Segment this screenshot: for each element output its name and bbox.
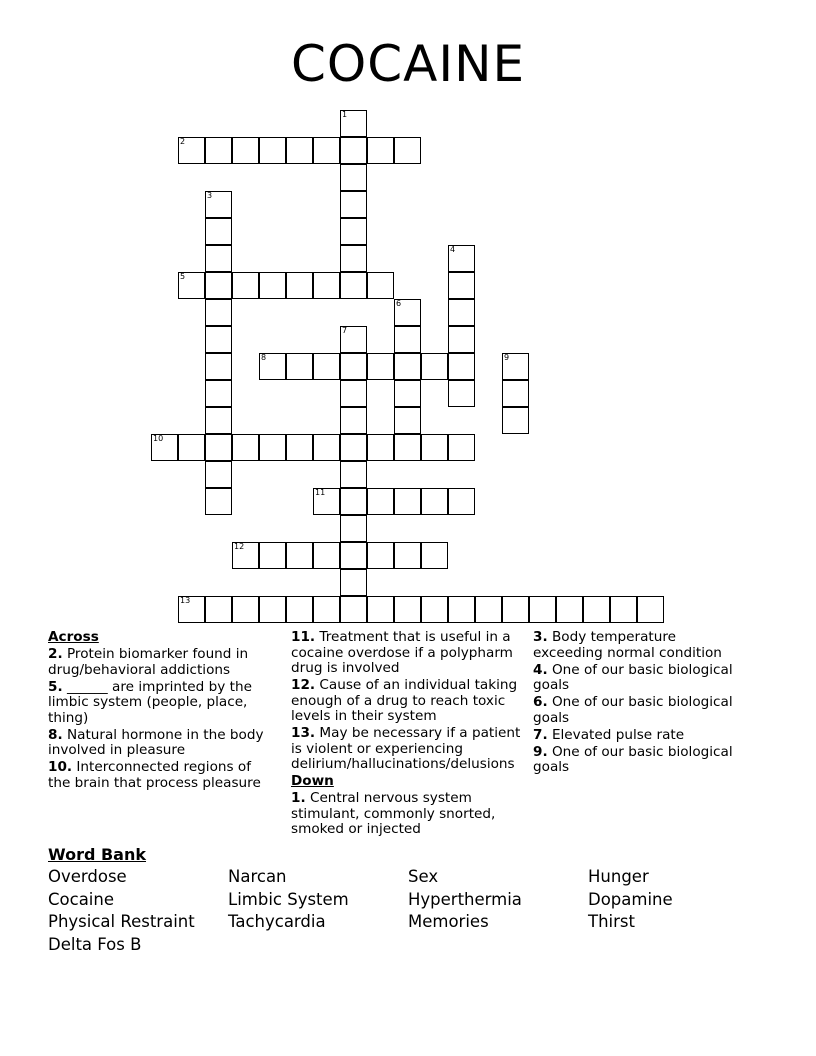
down-heading: Down [291,773,334,789]
crossword-cell[interactable] [205,380,232,407]
crossword-cell[interactable] [178,137,205,164]
crossword-cell[interactable] [367,434,394,461]
crossword-cell[interactable] [367,542,394,569]
word-bank-item: Dopamine [588,889,673,909]
word-bank-item: Hyperthermia [408,889,522,909]
crossword-cell[interactable] [313,353,340,380]
clue-number: 1 [342,110,348,119]
crossword-cell[interactable] [313,542,340,569]
clue-number: 4. [533,661,548,678]
word-bank-item: Overdose [48,867,127,886]
clue-text: One of our basic biological goals [533,694,733,726]
clue-text: Natural hormone in the body involved in pleasure [48,726,264,758]
clue-number: 1. [291,790,306,806]
clue-number: 8 [261,353,267,362]
crossword-cell[interactable] [394,407,421,434]
crossword-cell[interactable] [448,353,475,380]
clue-number: 3 [207,191,213,200]
clue-number: 6 [396,299,402,308]
crossword-cell[interactable] [340,110,367,137]
crossword-cell[interactable] [340,191,367,218]
clue-item [533,745,743,776]
clue-text: One of our basic biological goals [533,743,733,775]
clue-item [48,647,273,678]
across-heading: Across [48,629,99,645]
clue-text: Cause of an individual taking enough of a drug to reach toxic levels in their system [291,677,518,724]
crossword-cell[interactable] [340,569,367,596]
clue-number: 9 [504,353,510,362]
page-title: COCAINE [290,35,526,93]
clue-item [533,630,743,661]
crossword-cell[interactable] [448,326,475,353]
clue-item [291,726,527,773]
clue-item [48,760,273,791]
crossword-cell[interactable] [502,380,529,407]
clue-text: Protein biomarker found in drug/behavioral addictions [48,646,249,678]
crossword-cell[interactable] [205,137,232,164]
crossword-cell[interactable] [232,596,259,623]
crossword-cell[interactable] [367,137,394,164]
crossword-cell[interactable] [313,137,340,164]
clue-text: May be necessary if a patient is violent or experiencing delirium/hallucinations/delusions [291,725,521,772]
word-bank-item: Sex [408,867,439,886]
clue-item [48,728,273,759]
clue-text: ______ are imprinted by the limbic system (people, place, thing) [48,678,252,726]
crossword-cell[interactable] [205,596,232,623]
word-bank-item: Thirst [588,912,635,931]
crossword-cell[interactable] [205,272,232,299]
crossword-cell[interactable] [205,461,232,488]
crossword-cell[interactable] [340,515,367,542]
clue-number: 11 [315,488,326,497]
clue-number: 9. [533,743,548,760]
crossword-cell[interactable] [367,353,394,380]
crossword-cell[interactable] [205,434,232,461]
crossword-cell[interactable] [394,596,421,623]
crossword-cell[interactable] [367,488,394,515]
crossword-cell[interactable] [259,137,286,164]
crossword-cell[interactable] [394,380,421,407]
clue-item [533,663,743,694]
crossword-cell[interactable] [205,299,232,326]
crossword-cell[interactable] [394,299,421,326]
crossword-cell[interactable] [232,542,259,569]
clue-item [48,680,273,727]
clue-number: 12. [291,677,316,693]
crossword-cell[interactable] [205,407,232,434]
crossword-cell[interactable] [529,596,556,623]
crossword-cell[interactable] [205,326,232,353]
crossword-cell[interactable] [178,596,205,623]
crossword-cell[interactable] [448,596,475,623]
crossword-cell[interactable] [340,272,367,299]
crossword-cell[interactable] [340,137,367,164]
crossword-cell[interactable] [610,596,637,623]
clue-number: 13 [180,596,191,605]
crossword-cell[interactable] [502,407,529,434]
clue-column-1 [48,630,273,793]
crossword-cell[interactable] [178,272,205,299]
crossword-cell[interactable] [313,434,340,461]
clue-number: 4 [450,245,456,254]
crossword-cell[interactable] [259,542,286,569]
word-bank-item: Physical Restraint [48,912,195,931]
crossword-cell[interactable] [448,434,475,461]
crossword-cell[interactable] [448,299,475,326]
crossword-cell[interactable] [340,380,367,407]
crossword-cell[interactable] [637,596,664,623]
crossword-cell[interactable] [340,164,367,191]
clue-number: 2 [180,137,186,146]
clue-number: 7. [533,726,548,743]
crossword-cell[interactable] [232,434,259,461]
crossword-cell[interactable] [394,353,421,380]
word-bank-item: Cocaine [48,889,114,909]
clue-number: 6. [533,694,548,710]
crossword-cell[interactable] [421,596,448,623]
crossword-cell[interactable] [448,245,475,272]
crossword-cell[interactable] [394,326,421,353]
crossword-cell[interactable] [205,245,232,272]
clue-number: 11. [291,629,316,645]
crossword-cell[interactable] [421,542,448,569]
crossword-cell[interactable] [340,488,367,515]
word-bank-item: Narcan [228,867,287,886]
crossword-cell[interactable] [259,353,286,380]
crossword-cell[interactable] [286,137,313,164]
crossword-cell[interactable] [340,434,367,461]
crossword-cell[interactable] [259,272,286,299]
crossword-cell[interactable] [340,245,367,272]
clue-number: 2. [48,646,63,662]
crossword-cell[interactable] [151,434,178,461]
word-bank-item: Limbic System [228,889,349,909]
crossword-cell[interactable] [394,137,421,164]
crossword-cell[interactable] [421,488,448,515]
clue-text: Treatment that is useful in a cocaine overdose if a polypharm drug is involved [291,629,513,676]
clue-item [291,678,527,725]
crossword-cell[interactable] [421,434,448,461]
crossword-cell[interactable] [259,596,286,623]
clue-number: 8. [48,726,63,743]
clue-number: 10. [48,759,73,775]
crossword-cell[interactable] [502,596,529,623]
crossword-cell[interactable] [286,353,313,380]
crossword-cell[interactable] [313,272,340,299]
clue-text: Elevated pulse rate [547,726,685,743]
crossword-cell[interactable] [286,434,313,461]
crossword-cell[interactable] [286,542,313,569]
clue-number: 7 [342,326,348,335]
word-bank-item: Memories [408,912,489,931]
crossword-cell[interactable] [340,542,367,569]
word-bank [48,866,808,956]
crossword-cell[interactable] [448,272,475,299]
clue-text: Body temperature exceeding normal condition [533,629,722,661]
crossword-cell[interactable] [232,137,259,164]
crossword-cell[interactable] [286,596,313,623]
crossword-cell[interactable] [232,272,259,299]
clue-item [533,695,743,726]
clue-number: 12 [234,542,245,551]
crossword-cell[interactable] [313,488,340,515]
word-bank-item: Delta Fos B [48,934,142,954]
clue-column-2 [291,630,527,839]
crossword-cell[interactable] [340,461,367,488]
crossword-cell[interactable] [313,596,340,623]
crossword-cell[interactable] [502,353,529,380]
word-bank-item: Hunger [588,867,649,886]
crossword-cell[interactable] [394,542,421,569]
crossword-cell[interactable] [475,596,502,623]
crossword-cell[interactable] [205,488,232,515]
word-bank-item: Tachycardia [228,912,326,931]
word-bank-heading: Word Bank [48,845,147,864]
crossword-cell[interactable] [340,326,367,353]
clue-item [291,791,527,838]
clue-number: 5 [180,272,186,281]
crossword-cell[interactable] [448,488,475,515]
crossword-cell[interactable] [367,596,394,623]
clue-item [291,630,527,677]
clue-number: 10 [153,434,164,443]
clue-text: Interconnected regions of the brain that process pleasure [48,759,261,791]
clue-text: One of our basic biological goals [533,661,733,693]
crossword-cell[interactable] [340,218,367,245]
crossword-cell[interactable] [448,380,475,407]
crossword-cell[interactable] [205,218,232,245]
clue-number: 13. [291,725,316,741]
crossword-cell[interactable] [421,353,448,380]
crossword-cell[interactable] [340,407,367,434]
crossword-cell[interactable] [394,434,421,461]
crossword-cell[interactable] [367,272,394,299]
crossword-cell[interactable] [286,272,313,299]
crossword-cell[interactable] [205,191,232,218]
crossword-cell[interactable] [583,596,610,623]
clue-text: Central nervous system stimulant, commonly snorted, smoked or injected [291,790,496,837]
crossword-cell[interactable] [394,488,421,515]
clue-number: 3. [533,629,548,645]
clue-number: 5. [48,678,63,695]
crossword-cell[interactable] [340,596,367,623]
crossword-cell[interactable] [259,434,286,461]
clue-item [533,728,743,744]
crossword-cell[interactable] [178,434,205,461]
crossword-cell[interactable] [340,353,367,380]
clue-column-3 [533,630,743,777]
crossword-cell[interactable] [556,596,583,623]
crossword-cell[interactable] [205,353,232,380]
